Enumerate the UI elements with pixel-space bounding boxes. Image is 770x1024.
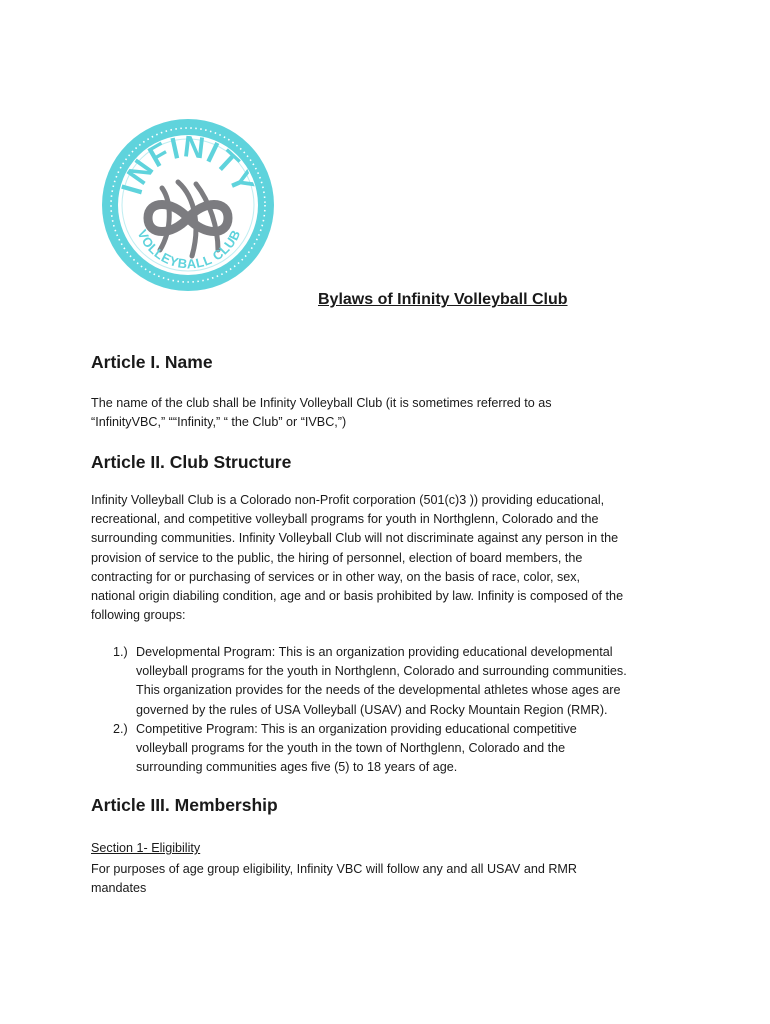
svg-text:INFINITY: INFINITY xyxy=(115,130,261,199)
article-2-heading: Article II. Club Structure xyxy=(91,452,292,472)
paragraph-line: Infinity Volleyball Club is a Colorado non-Profit corporation (501(c)3 )) providing educational, xyxy=(91,493,605,507)
list-number: 1.) xyxy=(113,645,128,659)
infinity-volleyball-club-logo xyxy=(100,110,275,300)
list-item xyxy=(91,720,691,778)
section-1-title: Section 1- Eligibility xyxy=(91,841,201,855)
article-1-paragraph xyxy=(91,394,681,432)
article-1-heading: Article I. Name xyxy=(91,352,213,372)
list-line: volleyball programs for the youth in Northglenn, Colorado and surrounding communities. xyxy=(136,664,627,679)
svg-text:VOLLEYBALL CLUB: VOLLEYBALL CLUB xyxy=(134,227,244,272)
paragraph-line: For purposes of age group eligibility, Infinity VBC will follow any and all USAV and RMR xyxy=(91,862,578,876)
paragraph-line: The name of the club shall be Infinity Volleyball Club (it is sometimes referred to as xyxy=(91,396,552,410)
paragraph-line: contracting for or purchasing of services or in other way, on the basis of race, color, sex, xyxy=(91,569,581,584)
list-line: volleyball programs for the youth in the town of Northglenn, Colorado and the xyxy=(136,741,566,756)
list-item xyxy=(91,643,691,720)
list-line: Developmental Program: This is an organization providing educational developmental xyxy=(136,645,613,659)
paragraph-line: surrounding communities. Infinity Volleyball Club will not discriminate against any person in the xyxy=(91,531,619,546)
paragraph-line: following groups: xyxy=(91,608,186,623)
list-line: This organization provides for the needs of the developmental athletes whose ages are xyxy=(136,683,621,698)
program-list xyxy=(91,643,691,777)
list-line: governed by the rules of USA Volleyball (USAV) and Rocky Mountain Region (RMR). xyxy=(136,702,608,717)
article-2-paragraph xyxy=(91,491,681,625)
article-3-heading: Article III. Membership xyxy=(91,795,278,815)
paragraph-line: mandates xyxy=(91,881,147,896)
paragraph-line: provision of service to the public, the hiring of personnel, election of board members, the xyxy=(91,550,583,565)
document-title: Bylaws of Infinity Volleyball Club xyxy=(318,291,568,308)
list-line: Competitive Program: This is an organization providing educational competitive xyxy=(136,721,577,736)
paragraph-line: “InfinityVBC,” ““Infinity,” “ the Club” or “IVBC,”) xyxy=(91,415,347,430)
article-3-paragraph xyxy=(91,860,681,898)
list-number: 2.) xyxy=(113,721,128,736)
paragraph-line: national origin diabiling condition, age and or basis prohibited by law. Infinity is composed of the xyxy=(91,589,624,604)
paragraph-line: recreational, and competitive volleyball programs for youth in Northglenn, Colorado and the xyxy=(91,512,599,527)
list-line: surrounding communities ages five (5) to 18 years of age. xyxy=(136,760,458,775)
